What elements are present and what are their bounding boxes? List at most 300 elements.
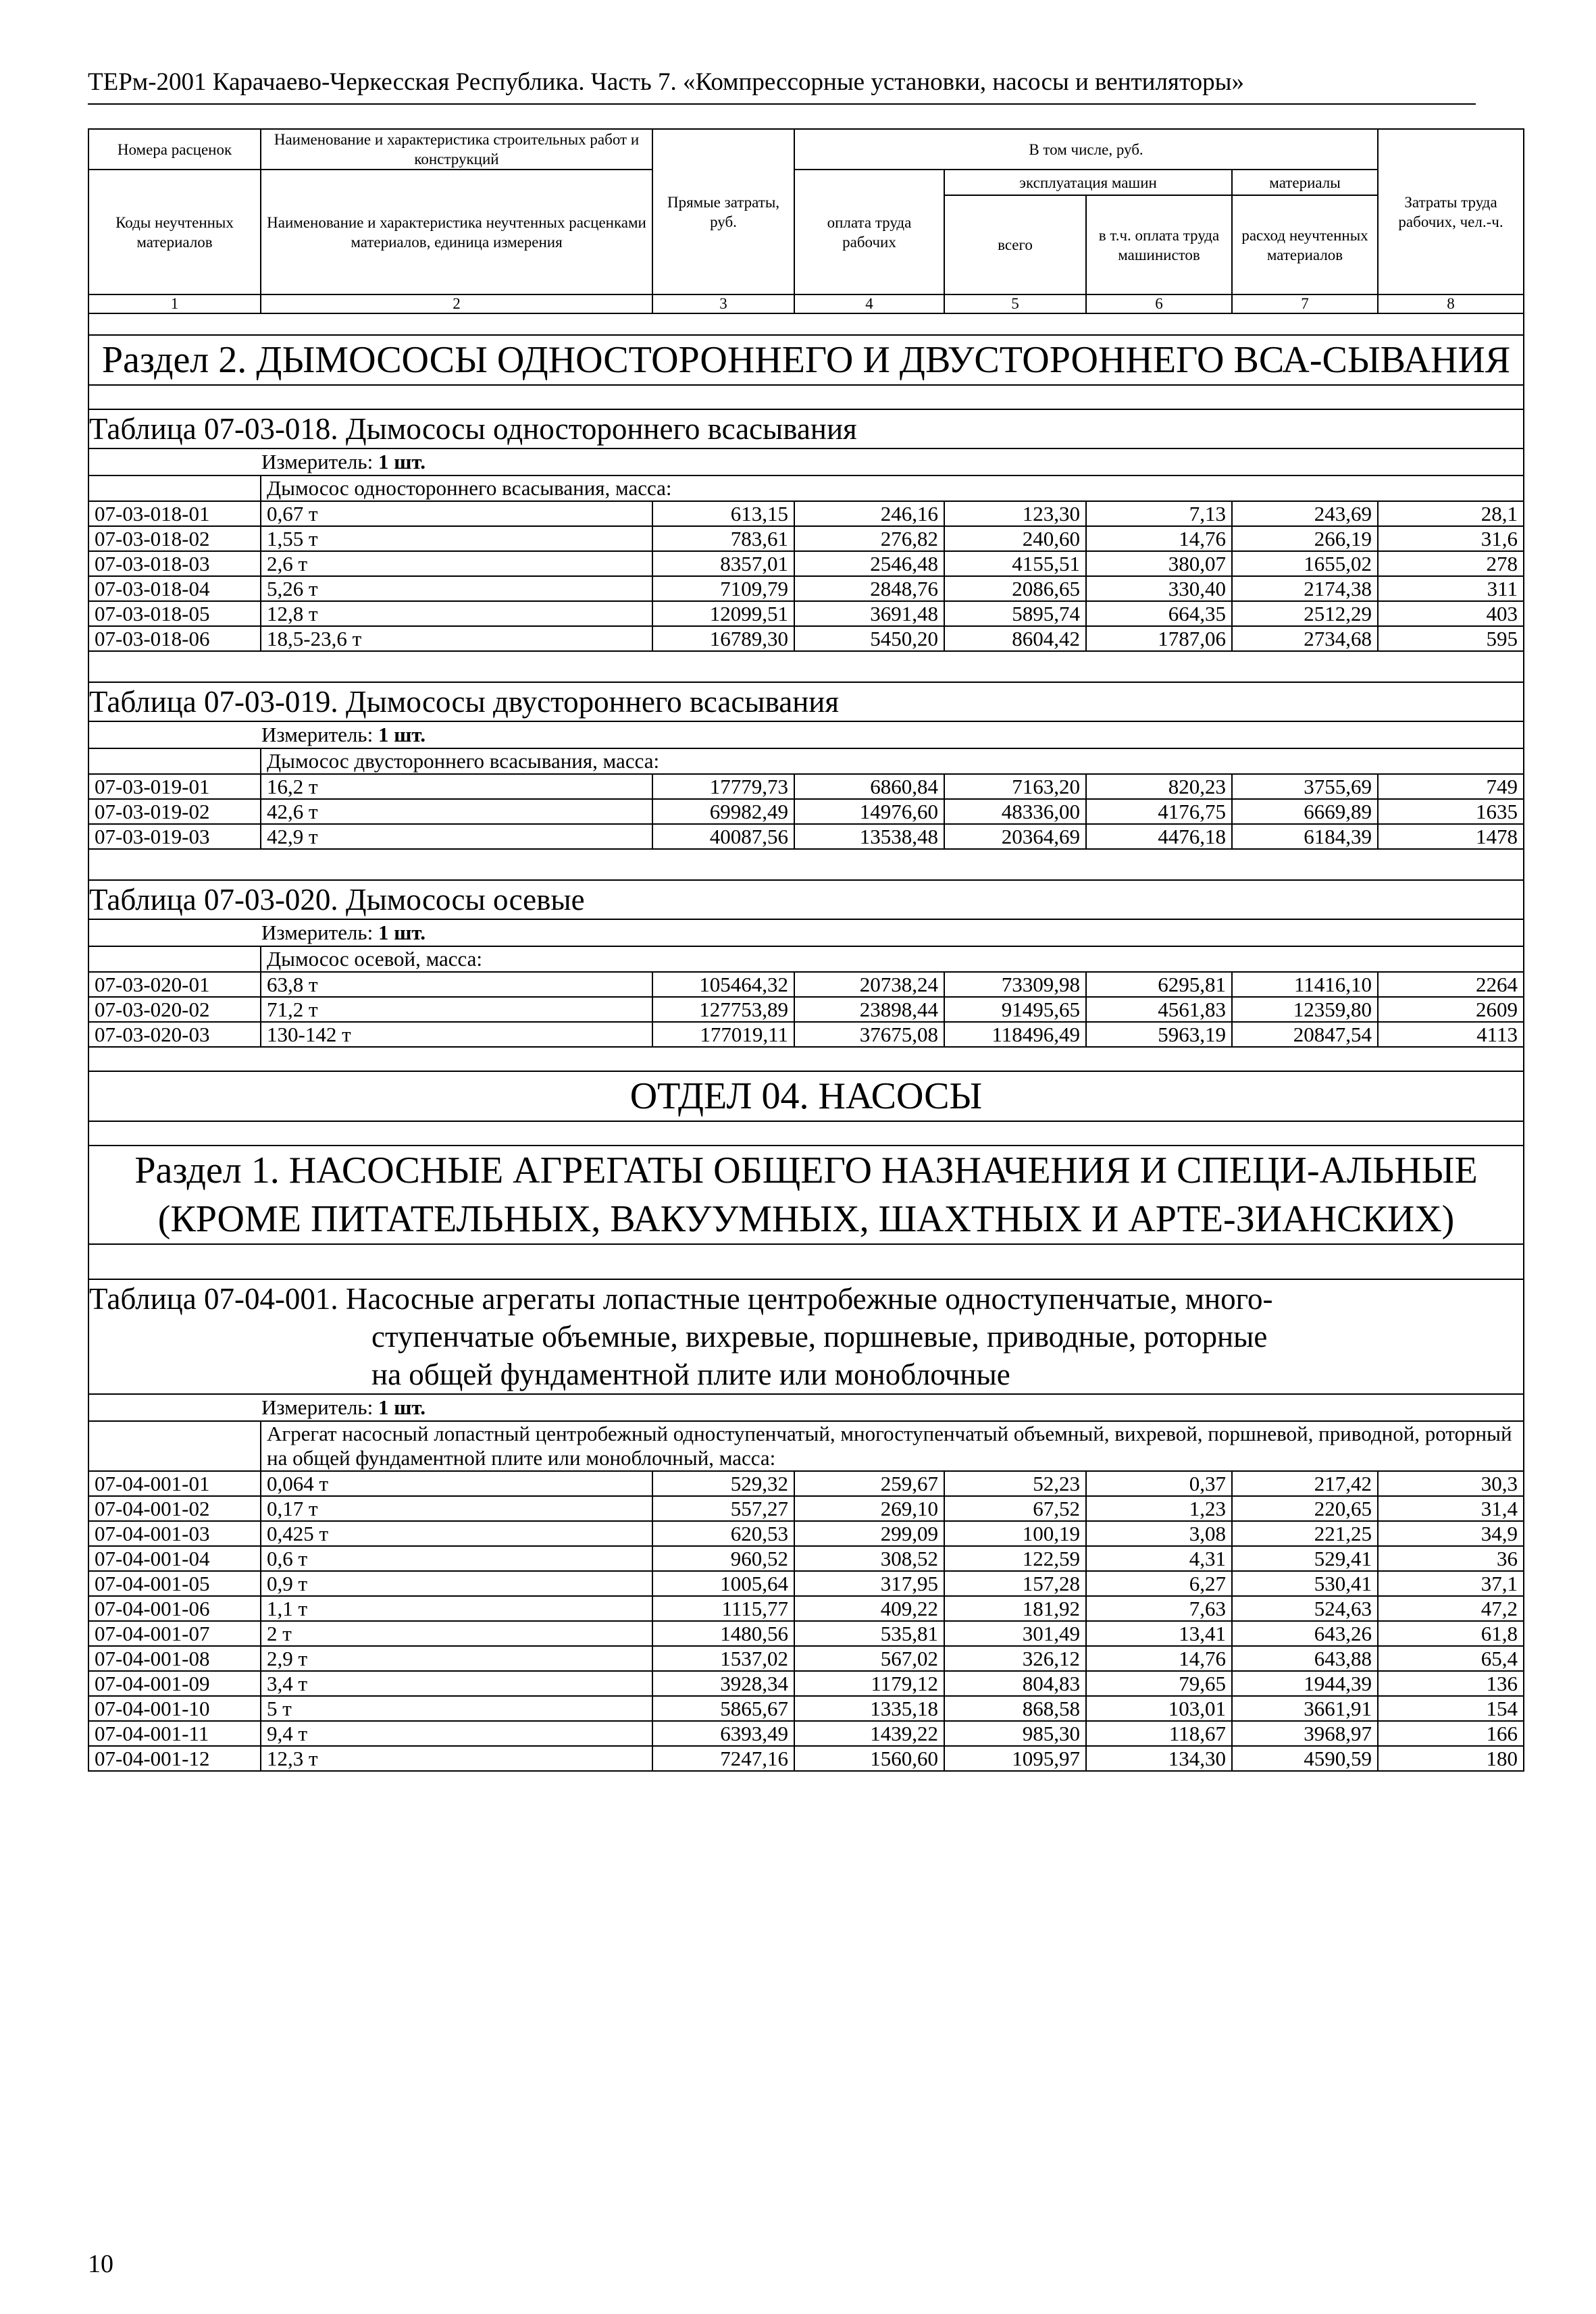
labor-cell: 30,3 <box>1378 1471 1524 1496</box>
page-number: 10 <box>88 2250 113 2278</box>
column-number: 3 <box>652 294 794 313</box>
machinist-pay-cell: 4476,18 <box>1086 824 1232 849</box>
materials-cell: 217,42 <box>1232 1471 1378 1496</box>
table-row <box>88 1696 1524 1721</box>
machines-total-cell: 301,49 <box>944 1621 1086 1646</box>
col-header-name-top: Наименование и характеристика строительных работ и конструкций <box>261 129 652 170</box>
table-row <box>88 799 1524 824</box>
group-title: Дымосос одностороннего всасывания, масса: <box>261 475 1524 501</box>
materials-cell: 643,88 <box>1232 1646 1378 1671</box>
col-header-name-bottom: Наименование и характеристика неучтенных расценками материалов, единица измерения <box>261 170 652 294</box>
table-title: Таблица 07-03-018. Дымососы одностороннего всасывания <box>88 409 1524 448</box>
materials-cell: 243,69 <box>1232 501 1378 526</box>
machinist-pay-cell: 6,27 <box>1086 1571 1232 1596</box>
measure-row <box>88 1394 1524 1421</box>
worker-pay-cell: 3691,48 <box>794 601 944 626</box>
mass-cell: 71,2 т <box>261 997 652 1022</box>
measure-unit <box>88 448 1524 475</box>
group-title: Агрегат насосный лопастный центробежный одноступенчатый, многоступенчатый объемный, вихревой, поршневой, приводной, роторный на общей фундаментной плите или моноблочный, масса: <box>261 1421 1524 1471</box>
spacer-row <box>88 651 1524 682</box>
materials-cell: 524,63 <box>1232 1596 1378 1621</box>
col-header-machinist-pay: в т.ч. оплата труда машинистов <box>1086 195 1232 294</box>
materials-cell: 3661,91 <box>1232 1696 1378 1721</box>
direct-costs-cell: 7247,16 <box>652 1746 794 1771</box>
machines-total-cell: 118496,49 <box>944 1022 1086 1047</box>
worker-pay-cell: 299,09 <box>794 1521 944 1546</box>
measure-unit <box>88 919 1524 946</box>
mass-cell: 0,064 т <box>261 1471 652 1496</box>
machinist-pay-cell: 79,65 <box>1086 1671 1232 1696</box>
worker-pay-cell: 2546,48 <box>794 551 944 576</box>
machinist-pay-cell: 1787,06 <box>1086 626 1232 651</box>
machinist-pay-cell: 664,35 <box>1086 601 1232 626</box>
labor-cell: 166 <box>1378 1721 1524 1746</box>
materials-cell: 3755,69 <box>1232 774 1378 799</box>
direct-costs-cell: 960,52 <box>652 1546 794 1571</box>
materials-cell: 3968,97 <box>1232 1721 1378 1746</box>
labor-cell: 34,9 <box>1378 1521 1524 1546</box>
machines-total-cell: 326,12 <box>944 1646 1086 1671</box>
direct-costs-cell: 1537,02 <box>652 1646 794 1671</box>
table-row <box>88 1746 1524 1771</box>
table-row <box>88 1721 1524 1746</box>
measure-row <box>88 448 1524 475</box>
mass-cell: 1,1 т <box>261 1596 652 1621</box>
worker-pay-cell: 14976,60 <box>794 799 944 824</box>
rate-code-cell: 07-03-018-02 <box>88 526 261 551</box>
col-header-machines: эксплуатация машин <box>944 170 1232 195</box>
mass-cell: 5 т <box>261 1696 652 1721</box>
table-row <box>88 972 1524 997</box>
measure-unit <box>88 1394 1524 1421</box>
col-header-codes-bottom: Коды неучтенных материалов <box>88 170 261 294</box>
col-header-codes-top: Номера расценок <box>88 129 261 170</box>
materials-cell: 11416,10 <box>1232 972 1378 997</box>
worker-pay-cell: 6860,84 <box>794 774 944 799</box>
machines-total-cell: 20364,69 <box>944 824 1086 849</box>
machinist-pay-cell: 134,30 <box>1086 1746 1232 1771</box>
rate-code-cell: 07-03-018-01 <box>88 501 261 526</box>
materials-cell: 20847,54 <box>1232 1022 1378 1047</box>
labor-cell: 47,2 <box>1378 1596 1524 1621</box>
machines-total-cell: 73309,98 <box>944 972 1086 997</box>
direct-costs-cell: 16789,30 <box>652 626 794 651</box>
rate-code-cell: 07-04-001-09 <box>88 1671 261 1696</box>
materials-cell: 266,19 <box>1232 526 1378 551</box>
materials-cell: 6669,89 <box>1232 799 1378 824</box>
spacer-row <box>88 1244 1524 1279</box>
col-header-materials: материалы <box>1232 170 1378 195</box>
worker-pay-cell: 1335,18 <box>794 1696 944 1721</box>
measure-label: Измеритель: <box>261 723 374 746</box>
table-row <box>88 501 1524 526</box>
machines-total-cell: 4155,51 <box>944 551 1086 576</box>
labor-cell: 595 <box>1378 626 1524 651</box>
worker-pay-cell: 409,22 <box>794 1596 944 1621</box>
mass-cell: 0,6 т <box>261 1546 652 1571</box>
labor-cell: 2264 <box>1378 972 1524 997</box>
mass-cell: 2,9 т <box>261 1646 652 1671</box>
section-title-row <box>88 1146 1524 1244</box>
group-row <box>88 946 1524 972</box>
group-title: Дымосос осевой, масса: <box>261 946 1524 972</box>
table-row <box>88 1546 1524 1571</box>
table-row <box>88 526 1524 551</box>
group-row <box>88 475 1524 501</box>
machinist-pay-cell: 6295,81 <box>1086 972 1232 997</box>
machines-total-cell: 240,60 <box>944 526 1086 551</box>
table-row <box>88 626 1524 651</box>
group-row <box>88 1421 1524 1471</box>
table-row <box>88 1671 1524 1696</box>
measure-label: Измеритель: <box>261 450 374 473</box>
labor-cell: 278 <box>1378 551 1524 576</box>
machinist-pay-cell: 380,07 <box>1086 551 1232 576</box>
worker-pay-cell: 276,82 <box>794 526 944 551</box>
machines-total-cell: 7163,20 <box>944 774 1086 799</box>
machines-total-cell: 181,92 <box>944 1596 1086 1621</box>
machines-total-cell: 100,19 <box>944 1521 1086 1546</box>
worker-pay-cell: 13538,48 <box>794 824 944 849</box>
direct-costs-cell: 105464,32 <box>652 972 794 997</box>
rate-code-cell: 07-04-001-06 <box>88 1596 261 1621</box>
group-code-cell <box>88 1421 261 1471</box>
labor-cell: 65,4 <box>1378 1646 1524 1671</box>
mass-cell: 130-142 т <box>261 1022 652 1047</box>
spacer-row <box>88 385 1524 409</box>
direct-costs-cell: 1115,77 <box>652 1596 794 1621</box>
labor-cell: 4113 <box>1378 1022 1524 1047</box>
division-title: ОТДЕЛ 04. НАСОСЫ <box>88 1071 1524 1121</box>
machines-total-cell: 804,83 <box>944 1671 1086 1696</box>
machinist-pay-cell: 118,67 <box>1086 1721 1232 1746</box>
materials-cell: 1655,02 <box>1232 551 1378 576</box>
mass-cell: 3,4 т <box>261 1671 652 1696</box>
machines-total-cell: 123,30 <box>944 501 1086 526</box>
machinist-pay-cell: 103,01 <box>1086 1696 1232 1721</box>
table-row <box>88 774 1524 799</box>
spacer <box>88 1244 1524 1279</box>
worker-pay-cell: 1179,12 <box>794 1671 944 1696</box>
table-row <box>88 997 1524 1022</box>
labor-cell: 37,1 <box>1378 1571 1524 1596</box>
machines-total-cell: 5895,74 <box>944 601 1086 626</box>
labor-cell: 36 <box>1378 1546 1524 1571</box>
labor-cell: 180 <box>1378 1746 1524 1771</box>
direct-costs-cell: 529,32 <box>652 1471 794 1496</box>
worker-pay-cell: 37675,08 <box>794 1022 944 1047</box>
machines-total-cell: 91495,65 <box>944 997 1086 1022</box>
col-header-worker-pay: оплата труда рабочих <box>794 170 944 294</box>
spacer-row <box>88 1121 1524 1146</box>
machines-total-cell: 8604,42 <box>944 626 1086 651</box>
measure-label: Измеритель: <box>261 921 374 944</box>
rate-code-cell: 07-03-018-03 <box>88 551 261 576</box>
direct-costs-cell: 557,27 <box>652 1496 794 1521</box>
col-header-including: В том числе, руб. <box>794 129 1378 170</box>
page-header: ТЕРм-2001 Карачаево-Черкесская Республика. Часть 7. «Компрессорные установки, насосы и вентиляторы» <box>88 68 1476 105</box>
table-row <box>88 551 1524 576</box>
rate-code-cell: 07-04-001-01 <box>88 1471 261 1496</box>
direct-costs-cell: 17779,73 <box>652 774 794 799</box>
worker-pay-cell: 246,16 <box>794 501 944 526</box>
table-title-row <box>88 880 1524 919</box>
column-number: 2 <box>261 294 652 313</box>
spacer <box>88 849 1524 880</box>
table-title-row <box>88 682 1524 721</box>
machinist-pay-cell: 14,76 <box>1086 1646 1232 1671</box>
worker-pay-cell: 308,52 <box>794 1546 944 1571</box>
materials-cell: 1944,39 <box>1232 1671 1378 1696</box>
machines-total-cell: 157,28 <box>944 1571 1086 1596</box>
worker-pay-cell: 23898,44 <box>794 997 944 1022</box>
materials-cell: 12359,80 <box>1232 997 1378 1022</box>
measure-label: Измеритель: <box>261 1395 374 1419</box>
direct-costs-cell: 40087,56 <box>652 824 794 849</box>
materials-cell: 2734,68 <box>1232 626 1378 651</box>
spacer <box>88 651 1524 682</box>
rate-code-cell: 07-03-018-04 <box>88 576 261 601</box>
machinist-pay-cell: 4176,75 <box>1086 799 1232 824</box>
rate-code-cell: 07-03-019-02 <box>88 799 261 824</box>
table-row <box>88 1496 1524 1521</box>
machinist-pay-cell: 3,08 <box>1086 1521 1232 1546</box>
materials-cell: 221,25 <box>1232 1521 1378 1546</box>
estimate-table <box>88 128 1524 1772</box>
mass-cell: 9,4 т <box>261 1721 652 1746</box>
labor-cell: 2609 <box>1378 997 1524 1022</box>
rate-code-cell: 07-03-019-03 <box>88 824 261 849</box>
rate-code-cell: 07-03-020-02 <box>88 997 261 1022</box>
direct-costs-cell: 8357,01 <box>652 551 794 576</box>
table-title-line: Таблица 07-04-001. Насосные агрегаты лопастные центробежные одноступенчатые, много- <box>89 1282 1273 1316</box>
direct-costs-cell: 6393,49 <box>652 1721 794 1746</box>
materials-cell: 2512,29 <box>1232 601 1378 626</box>
labor-cell: 403 <box>1378 601 1524 626</box>
labor-cell: 28,1 <box>1378 501 1524 526</box>
worker-pay-cell: 259,67 <box>794 1471 944 1496</box>
rate-code-cell: 07-03-018-06 <box>88 626 261 651</box>
col-header-material-use: расход неучтенных материалов <box>1232 195 1378 294</box>
labor-cell: 1478 <box>1378 824 1524 849</box>
machines-total-cell: 1095,97 <box>944 1746 1086 1771</box>
worker-pay-cell: 535,81 <box>794 1621 944 1646</box>
group-code-cell <box>88 946 261 972</box>
machinist-pay-cell: 5963,19 <box>1086 1022 1232 1047</box>
measure-value: 1 шт. <box>378 723 426 746</box>
table-row <box>88 1571 1524 1596</box>
mass-cell: 0,17 т <box>261 1496 652 1521</box>
materials-cell: 6184,39 <box>1232 824 1378 849</box>
table-title-row <box>88 409 1524 448</box>
direct-costs-cell: 1480,56 <box>652 1621 794 1646</box>
mass-cell: 63,8 т <box>261 972 652 997</box>
labor-cell: 31,4 <box>1378 1496 1524 1521</box>
mass-cell: 2 т <box>261 1621 652 1646</box>
table-row <box>88 1521 1524 1546</box>
col-header-labor: Затраты труда рабочих, чел.-ч. <box>1378 129 1524 294</box>
rate-code-cell: 07-03-018-05 <box>88 601 261 626</box>
materials-cell: 2174,38 <box>1232 576 1378 601</box>
machinist-pay-cell: 1,23 <box>1086 1496 1232 1521</box>
table-title-row <box>88 1279 1524 1394</box>
direct-costs-cell: 127753,89 <box>652 997 794 1022</box>
labor-cell: 1635 <box>1378 799 1524 824</box>
materials-cell: 4590,59 <box>1232 1746 1378 1771</box>
table-row <box>88 824 1524 849</box>
mass-cell: 42,9 т <box>261 824 652 849</box>
measure-value: 1 шт. <box>378 450 426 473</box>
table-header <box>88 129 1524 313</box>
machinist-pay-cell: 330,40 <box>1086 576 1232 601</box>
rate-code-cell: 07-04-001-07 <box>88 1621 261 1646</box>
rate-code-cell: 07-04-001-04 <box>88 1546 261 1571</box>
labor-cell: 61,8 <box>1378 1621 1524 1646</box>
column-number: 4 <box>794 294 944 313</box>
rate-code-cell: 07-04-001-03 <box>88 1521 261 1546</box>
machines-total-cell: 985,30 <box>944 1721 1086 1746</box>
spacer-row <box>88 849 1524 880</box>
spacer-row <box>88 313 1524 335</box>
rate-code-cell: 07-03-019-01 <box>88 774 261 799</box>
mass-cell: 12,3 т <box>261 1746 652 1771</box>
machines-total-cell: 868,58 <box>944 1696 1086 1721</box>
col-header-direct-costs: Прямые затраты, руб. <box>652 129 794 294</box>
table-row <box>88 1471 1524 1496</box>
rate-code-cell: 07-04-001-12 <box>88 1746 261 1771</box>
machines-total-cell: 67,52 <box>944 1496 1086 1521</box>
group-code-cell <box>88 475 261 501</box>
direct-costs-cell: 1005,64 <box>652 1571 794 1596</box>
column-number: 5 <box>944 294 1086 313</box>
mass-cell: 42,6 т <box>261 799 652 824</box>
table-title: Таблица 07-03-020. Дымососы осевые <box>88 880 1524 919</box>
rate-code-cell: 07-03-020-01 <box>88 972 261 997</box>
direct-costs-cell: 5865,67 <box>652 1696 794 1721</box>
table-row <box>88 576 1524 601</box>
section-title: Раздел 1. НАСОСНЫЕ АГРЕГАТЫ ОБЩЕГО НАЗНАЧЕНИЯ И СПЕЦИ-АЛЬНЫЕ (КРОМЕ ПИТАТЕЛЬНЫХ, ВАКУУМНЫХ, ШАХТНЫХ И АРТЕ-ЗИАНСКИХ) <box>88 1146 1524 1244</box>
measure-row <box>88 721 1524 748</box>
mass-cell: 0,9 т <box>261 1571 652 1596</box>
measure-value: 1 шт. <box>378 1395 426 1419</box>
machinist-pay-cell: 13,41 <box>1086 1621 1232 1646</box>
column-number: 6 <box>1086 294 1232 313</box>
labor-cell: 154 <box>1378 1696 1524 1721</box>
worker-pay-cell: 2848,76 <box>794 576 944 601</box>
column-number: 8 <box>1378 294 1524 313</box>
machinist-pay-cell: 7,13 <box>1086 501 1232 526</box>
spacer-row <box>88 1047 1524 1071</box>
rate-code-cell: 07-04-001-11 <box>88 1721 261 1746</box>
machines-total-cell: 2086,65 <box>944 576 1086 601</box>
labor-cell: 136 <box>1378 1671 1524 1696</box>
mass-cell: 16,2 т <box>261 774 652 799</box>
table-row <box>88 601 1524 626</box>
section-title-row <box>88 335 1524 385</box>
mass-cell: 0,67 т <box>261 501 652 526</box>
materials-cell: 220,65 <box>1232 1496 1378 1521</box>
section-title: Раздел 2. ДЫМОСОСЫ ОДНОСТОРОННЕГО И ДВУСТОРОННЕГО ВСА-СЫВАНИЯ <box>88 335 1524 385</box>
labor-cell: 749 <box>1378 774 1524 799</box>
rate-code-cell: 07-03-020-03 <box>88 1022 261 1047</box>
group-title: Дымосос двустороннего всасывания, масса: <box>261 748 1524 774</box>
labor-cell: 311 <box>1378 576 1524 601</box>
direct-costs-cell: 3928,34 <box>652 1671 794 1696</box>
mass-cell: 2,6 т <box>261 551 652 576</box>
machinist-pay-cell: 820,23 <box>1086 774 1232 799</box>
table-title <box>88 1279 1524 1394</box>
machinist-pay-cell: 4561,83 <box>1086 997 1232 1022</box>
machines-total-cell: 122,59 <box>944 1546 1086 1571</box>
table-row <box>88 1596 1524 1621</box>
materials-cell: 529,41 <box>1232 1546 1378 1571</box>
table-title-line: ступенчатые объемные, вихревые, поршневые, приводные, роторные <box>371 1320 1268 1354</box>
spacer <box>88 313 1524 335</box>
table-row <box>88 1621 1524 1646</box>
worker-pay-cell: 5450,20 <box>794 626 944 651</box>
worker-pay-cell: 1560,60 <box>794 1746 944 1771</box>
column-numbers-row <box>88 294 1524 313</box>
direct-costs-cell: 12099,51 <box>652 601 794 626</box>
mass-cell: 1,55 т <box>261 526 652 551</box>
machines-total-cell: 52,23 <box>944 1471 1086 1496</box>
worker-pay-cell: 269,10 <box>794 1496 944 1521</box>
worker-pay-cell: 567,02 <box>794 1646 944 1671</box>
materials-cell: 643,26 <box>1232 1621 1378 1646</box>
col-header-machines-total: всего <box>944 195 1086 294</box>
direct-costs-cell: 613,15 <box>652 501 794 526</box>
mass-cell: 12,8 т <box>261 601 652 626</box>
mass-cell: 5,26 т <box>261 576 652 601</box>
mass-cell: 0,425 т <box>261 1521 652 1546</box>
materials-cell: 530,41 <box>1232 1571 1378 1596</box>
direct-costs-cell: 177019,11 <box>652 1022 794 1047</box>
worker-pay-cell: 20738,24 <box>794 972 944 997</box>
rate-code-cell: 07-04-001-02 <box>88 1496 261 1521</box>
table-title-line: на общей фундаментной плите или моноблочные <box>371 1358 1010 1391</box>
machinist-pay-cell: 14,76 <box>1086 526 1232 551</box>
column-number: 7 <box>1232 294 1378 313</box>
spacer <box>88 1047 1524 1071</box>
rate-code-cell: 07-04-001-10 <box>88 1696 261 1721</box>
table-row <box>88 1646 1524 1671</box>
worker-pay-cell: 1439,22 <box>794 1721 944 1746</box>
rate-code-cell: 07-04-001-08 <box>88 1646 261 1671</box>
table-body <box>88 313 1524 1771</box>
direct-costs-cell: 7109,79 <box>652 576 794 601</box>
machines-total-cell: 48336,00 <box>944 799 1086 824</box>
machinist-pay-cell: 0,37 <box>1086 1471 1232 1496</box>
spacer <box>88 1121 1524 1146</box>
direct-costs-cell: 69982,49 <box>652 799 794 824</box>
spacer <box>88 385 1524 409</box>
rate-code-cell: 07-04-001-05 <box>88 1571 261 1596</box>
measure-value: 1 шт. <box>378 921 426 944</box>
labor-cell: 31,6 <box>1378 526 1524 551</box>
machinist-pay-cell: 7,63 <box>1086 1596 1232 1621</box>
division-title-row <box>88 1071 1524 1121</box>
measure-unit <box>88 721 1524 748</box>
table-row <box>88 1022 1524 1047</box>
column-number: 1 <box>88 294 261 313</box>
measure-row <box>88 919 1524 946</box>
machinist-pay-cell: 4,31 <box>1086 1546 1232 1571</box>
direct-costs-cell: 783,61 <box>652 526 794 551</box>
group-row <box>88 748 1524 774</box>
table-title: Таблица 07-03-019. Дымососы двустороннего всасывания <box>88 682 1524 721</box>
worker-pay-cell: 317,95 <box>794 1571 944 1596</box>
mass-cell: 18,5-23,6 т <box>261 626 652 651</box>
